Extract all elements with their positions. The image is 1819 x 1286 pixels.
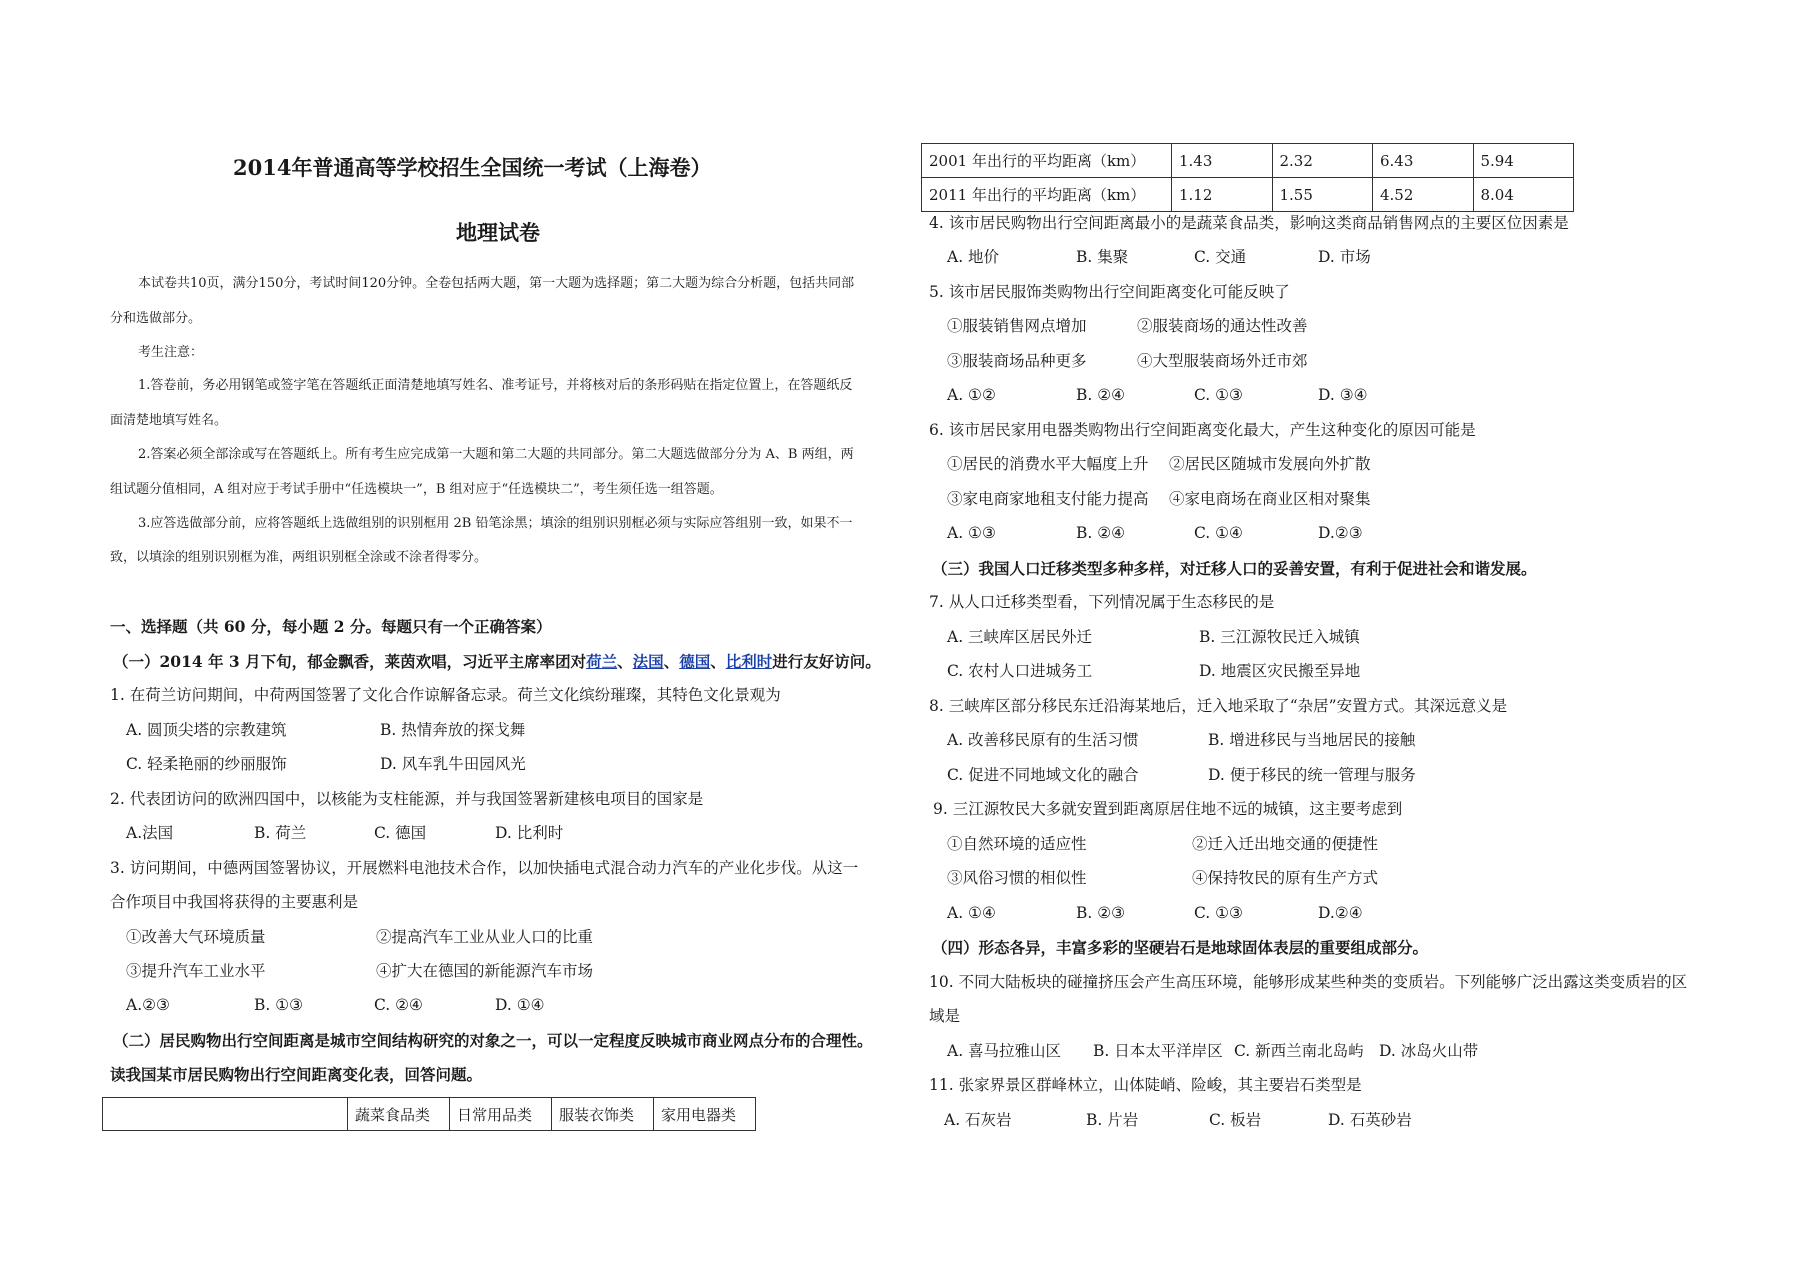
table-cell: 4.52 — [1373, 178, 1474, 212]
table-cell: 6.43 — [1373, 144, 1474, 178]
option-c: C. ①③ — [1194, 904, 1243, 922]
option-c: C. ①④ — [1194, 524, 1243, 542]
option-b: B. 片岩 — [1086, 1111, 1139, 1129]
option-a: A. 石灰岩 — [944, 1111, 1012, 1129]
question-5: 5. 该市居民服饰类购物出行空间距离变化可能反映了 — [929, 283, 1290, 301]
option-b: B. ②④ — [1076, 524, 1126, 542]
statement-2: ②提高汽车工业从业人口的比重 — [376, 928, 594, 946]
table-header-cell: 蔬菜食品类 — [348, 1098, 450, 1131]
statement-1: ①居民的消费水平大幅度上升 — [947, 455, 1149, 473]
statement-4: ④大型服装商场外迁市郊 — [1137, 352, 1308, 370]
table-header-cell: 日常用品类 — [450, 1098, 552, 1131]
table-cell: 5.94 — [1473, 144, 1574, 178]
question-9: 9. 三江源牧民大多就安置到距离原居住地不远的城镇，这主要考虑到 — [933, 800, 1403, 818]
option-c: C. 促进不同地域文化的融合 — [947, 766, 1139, 784]
table-cell: 1.12 — [1172, 178, 1273, 212]
option-b: B. ②③ — [1076, 904, 1126, 922]
option-c: C. 轻柔艳丽的纱丽服饰 — [126, 755, 287, 773]
option-a: A. ①④ — [947, 904, 996, 922]
exam-title: 2014年普通高等学校招生全国统一考试（上海卷） — [233, 155, 712, 180]
notice-item: 面清楚地填写姓名。 — [110, 413, 228, 428]
question-8: 8. 三峡库区部分移民东迁沿海某地后，迁入地采取了“杂居”安置方式。其深远意义是 — [929, 697, 1508, 715]
statement-3: ③风俗习惯的相似性 — [947, 869, 1087, 887]
option-d: D.②③ — [1318, 524, 1363, 542]
table-row — [922, 178, 1574, 212]
option-a: A. 改善移民原有的生活习惯 — [947, 731, 1139, 749]
notice-item: 2.答案必须全部涂或写在答题纸上。所有考生应完成第一大题和第二大题的共同部分。第二大题选做部分分为 A、B 两组，两 — [138, 447, 854, 462]
option-a: A.②③ — [126, 996, 170, 1014]
link-belgium[interactable]: 比利时 — [725, 652, 773, 671]
option-b: B. 热情奔放的探戈舞 — [380, 721, 526, 739]
statement-1: ①改善大气环境质量 — [126, 928, 266, 946]
question-2: 2. 代表团访问的欧洲四国中，以核能为支柱能源，并与我国签署新建核电项目的国家是 — [110, 790, 704, 808]
option-a: A. 圆顶尖塔的宗教建筑 — [126, 721, 287, 739]
table-cell: 1.43 — [1172, 144, 1273, 178]
question-3-cont: 合作项目中我国将获得的主要惠利是 — [110, 893, 359, 911]
question-3: 3. 访问期间，中德两国签署协议，开展燃料电池技术合作，以加快插电式混合动力汽车的产业化步伐。从这一 — [110, 859, 859, 877]
question-11: 11. 张家界景区群峰林立，山体陡峭、险峻，其主要岩石类型是 — [929, 1076, 1362, 1094]
option-d: D. 比利时 — [495, 824, 564, 842]
option-c: C. ②④ — [374, 996, 423, 1014]
table-cell: 2.32 — [1272, 144, 1373, 178]
table-cell: 1.55 — [1272, 178, 1373, 212]
option-b: B. 日本太平洋岸区 — [1093, 1042, 1223, 1060]
statement-3: ③提升汽车工业水平 — [126, 962, 266, 980]
link-netherlands[interactable]: 荷兰 — [586, 652, 618, 671]
notice-item: 组试题分值相同，A 组对应于考试手册中“任选模块一”，B 组对应于“任选模块二”，考生须任选一组答题。 — [110, 482, 723, 497]
statement-4: ④家电商场在商业区相对聚集 — [1169, 490, 1371, 508]
option-b: B. 增进移民与当地居民的接触 — [1208, 731, 1416, 749]
statement-2: ②服装商场的通达性改善 — [1137, 317, 1308, 335]
option-c: C. ①③ — [1194, 386, 1243, 404]
question-10-cont: 域是 — [929, 1007, 961, 1025]
distance-table-header — [102, 1097, 756, 1131]
option-a: A. 地价 — [947, 248, 1000, 266]
option-c: C. 新西兰南北岛屿 — [1234, 1042, 1364, 1060]
question-6: 6. 该市居民家用电器类购物出行空间距离变化最大，产生这种变化的原因可能是 — [929, 421, 1476, 439]
section-heading: 一、选择题（共 60 分，每小题 2 分。每题只有一个正确答案） — [110, 617, 552, 636]
option-b: B. ②④ — [1076, 386, 1126, 404]
notice-heading: 考生注意： — [138, 345, 204, 360]
row-label: 2011 年出行的平均距离（km） — [922, 178, 1172, 212]
separator: 、 — [710, 652, 726, 671]
table-row — [922, 144, 1574, 178]
option-b: B. 三江源牧民迁入城镇 — [1199, 628, 1360, 646]
link-germany[interactable]: 德国 — [679, 652, 711, 671]
group-intro: （四）形态各异，丰富多彩的坚硬岩石是地球固体表层的重要组成部分。 — [932, 938, 1429, 957]
statement-2: ②迁入迁出地交通的便捷性 — [1192, 835, 1379, 853]
table-corner-cell — [103, 1098, 348, 1131]
exam-subtitle: 地理试卷 — [456, 220, 540, 245]
notice-item: 致，以填涂的组别识别框为准，两组识别框全涂或不涂者得零分。 — [110, 550, 488, 565]
link-france[interactable]: 法国 — [632, 652, 664, 671]
statement-2: ②居民区随城市发展向外扩散 — [1169, 455, 1371, 473]
group-intro: （三）我国人口迁移类型多种多样，对迁移人口的妥善安置，有利于促进社会和谐发展。 — [932, 559, 1537, 578]
option-d: D. 冰岛火山带 — [1379, 1042, 1479, 1060]
separator: 、 — [663, 652, 680, 671]
statement-1: ①服装销售网点增加 — [947, 317, 1087, 335]
group-intro-cont: 读我国某市居民购物出行空间距离变化表，回答问题。 — [110, 1065, 483, 1084]
option-c: C. 农村人口进城务工 — [947, 662, 1093, 680]
option-d: D. 风车乳牛田园风光 — [380, 755, 526, 773]
question-1: 1. 在荷兰访问期间，中荷两国签署了文化合作谅解备忘录。荷兰文化缤纷璀璨，其特色文化景观为 — [110, 686, 781, 704]
table-header-cell: 服装衣饰类 — [552, 1098, 654, 1131]
group-intro — [113, 654, 881, 670]
option-b: B. 荷兰 — [254, 824, 307, 842]
intro-text: 分和选做部分。 — [110, 311, 202, 326]
table-header-cell: 家用电器类 — [654, 1098, 756, 1131]
notice-item: 1.答卷前，务必用钢笔或签字笔在答题纸正面清楚地填写姓名、准考证号，并将核对后的条形码贴在指定位置上，在答题纸反 — [138, 378, 853, 393]
option-d: D. 地震区灾民搬至异地 — [1199, 662, 1361, 680]
option-a: A. 三峡库区居民外迁 — [947, 628, 1093, 646]
option-d: D. 石英砂岩 — [1328, 1111, 1412, 1129]
question-10: 10. 不同大陆板块的碰撞挤压会产生高压环境，能够形成某些种类的变质岩。下列能够广泛出露这类变质岩的区 — [929, 973, 1688, 991]
statement-3: ③家电商家地租支付能力提高 — [947, 490, 1149, 508]
option-d: D. ③④ — [1318, 386, 1368, 404]
group-intro-suffix: 进行友好访问。 — [772, 652, 881, 671]
option-a: A. ①③ — [947, 524, 996, 542]
statement-4: ④扩大在德国的新能源汽车市场 — [376, 962, 594, 980]
option-a: A. 喜马拉雅山区 — [947, 1042, 1062, 1060]
group-intro: （二）居民购物出行空间距离是城市空间结构研究的对象之一，可以一定程度反映城市商业网点分布的合理性。 — [113, 1031, 873, 1050]
option-b: B. 集聚 — [1076, 248, 1129, 266]
option-d: D. 便于移民的统一管理与服务 — [1208, 766, 1416, 784]
distance-table-body — [921, 143, 1574, 212]
question-7: 7. 从人口迁移类型看，下列情况属于生态移民的是 — [929, 593, 1275, 611]
option-d: D. ①④ — [495, 996, 545, 1014]
question-4: 4. 该市居民购物出行空间距离最小的是蔬菜食品类，影响这类商品销售网点的主要区位因素是 — [929, 214, 1569, 232]
option-d: D.②④ — [1318, 904, 1363, 922]
option-c: C. 交通 — [1194, 248, 1247, 266]
row-label: 2001 年出行的平均距离（km） — [922, 144, 1172, 178]
option-b: B. ①③ — [254, 996, 304, 1014]
option-c: C. 板岩 — [1209, 1111, 1262, 1129]
option-d: D. 市场 — [1318, 248, 1371, 266]
intro-text: 本试卷共10页，满分150分，考试时间120分钟。全卷包括两大题，第一大题为选择题；第二大题为综合分析题，包括共同部 — [138, 276, 855, 291]
option-a: A.法国 — [126, 824, 174, 842]
notice-item: 3.应答选做部分前，应将答题纸上选做组别的识别框用 2B 铅笔涂黑；填涂的组别识别框必须与实际应答组别一致，如果不一 — [138, 516, 853, 531]
statement-3: ③服装商场品种更多 — [947, 352, 1087, 370]
table-cell: 8.04 — [1473, 178, 1574, 212]
option-c: C. 德国 — [374, 824, 427, 842]
statement-1: ①自然环境的适应性 — [947, 835, 1087, 853]
option-a: A. ①② — [947, 386, 996, 404]
statement-4: ④保持牧民的原有生产方式 — [1192, 869, 1379, 887]
separator: 、 — [617, 652, 633, 671]
group-intro-prefix: （一）2014 年 3 月下旬，郁金飘香，莱茵欢唱，习近平主席率团对 — [113, 652, 587, 671]
